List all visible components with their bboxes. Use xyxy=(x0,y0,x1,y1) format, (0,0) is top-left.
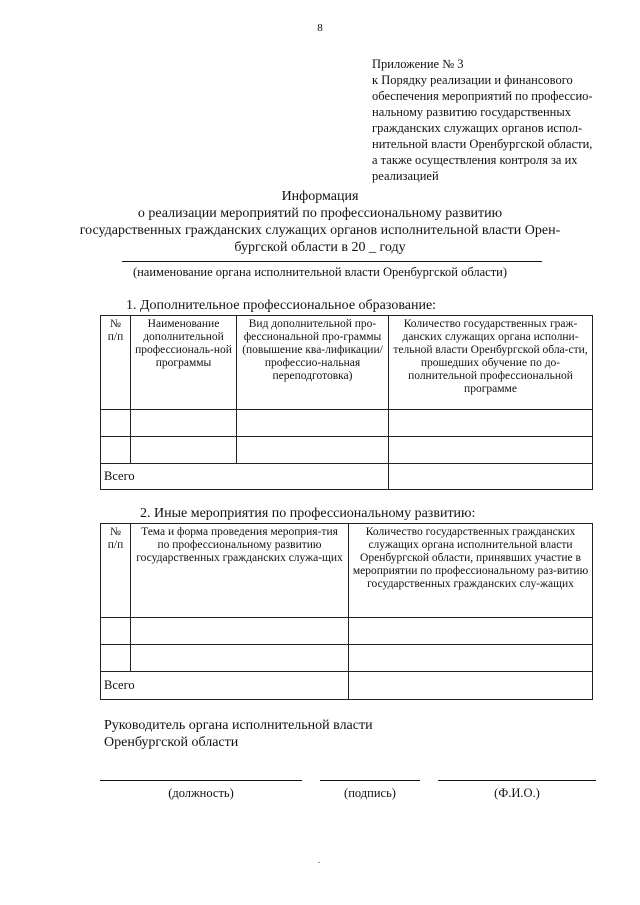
signature-caption: (подпись) xyxy=(344,786,396,800)
table-cell[interactable] xyxy=(131,410,237,437)
total-label: Всего xyxy=(101,672,349,700)
table-cell[interactable] xyxy=(101,645,131,672)
title-line: о реализации мероприятий по профессиональному развитию xyxy=(137,206,503,221)
appendix-line: обеспечения мероприятий по профессио- xyxy=(372,89,593,103)
table-cell[interactable] xyxy=(131,645,349,672)
title-line: бургской области в 20 _ году xyxy=(234,240,406,255)
table-cell[interactable] xyxy=(131,437,237,464)
section1-title: 1. Дополнительное профессиональное образование: xyxy=(126,298,437,313)
table-row xyxy=(101,645,593,672)
signature-field[interactable] xyxy=(320,780,420,781)
table-cell[interactable] xyxy=(131,618,349,645)
education-table xyxy=(100,315,593,490)
table-cell[interactable] xyxy=(101,410,131,437)
table-cell[interactable] xyxy=(237,437,389,464)
appendix-line: а также осуществления контроля за их xyxy=(372,153,578,167)
org-name-field[interactable] xyxy=(122,261,542,262)
table-header-row xyxy=(101,524,593,618)
section2-title: 2. Иные мероприятия по профессиональному развитию: xyxy=(140,506,476,521)
total-row xyxy=(101,672,593,700)
table-header-row xyxy=(101,316,593,410)
table-row xyxy=(101,410,593,437)
table-cell[interactable] xyxy=(389,410,593,437)
table-cell[interactable] xyxy=(101,437,131,464)
total-value-cell[interactable] xyxy=(389,464,593,490)
header-cell-program-type: Вид дополнительной про-фессиональной про-граммы (повышение ква-лификации/профессио-нальная переподготовка) xyxy=(237,316,389,410)
total-value-cell[interactable] xyxy=(349,672,593,700)
appendix-reference xyxy=(372,56,612,184)
table-cell[interactable] xyxy=(237,410,389,437)
header-cell-participants: Количество государственных гражданских служащих органа исполнительной власти Оренбургской области, принявших участие в мероприятии по профессиональному раз-витию государственных гражданских слу-жащих xyxy=(349,524,593,618)
signer-line: Руководитель органа исполнительной власти xyxy=(104,718,373,733)
table-row xyxy=(101,618,593,645)
appendix-line: нительной власти Оренбургской области, xyxy=(372,137,593,151)
appendix-line: Приложение № 3 xyxy=(372,57,464,71)
full-name-caption: (Ф.И.О.) xyxy=(494,786,540,800)
total-label: Всего xyxy=(101,464,389,490)
header-cell-program-name: Наименование дополнительной профессиональ-ной программы xyxy=(131,316,237,410)
position-field[interactable] xyxy=(100,780,302,781)
title-line: Информация xyxy=(281,189,359,204)
header-cell-count: Количество государственных граж-данских служащих органа исполни-тельной власти Оренбургской обла-сти, прошедших обучение по до-полнительной профессиональной программе xyxy=(389,316,593,410)
title-line: государственных гражданских служащих органов исполнительной власти Орен- xyxy=(79,223,561,238)
org-name-caption: (наименование органа исполнительной власти Оренбургской области) xyxy=(132,265,508,279)
table-row xyxy=(101,437,593,464)
signer-line: Оренбургской области xyxy=(104,735,239,750)
events-table xyxy=(100,523,593,700)
appendix-line: гражданских служащих органов испол- xyxy=(372,121,583,135)
table-cell[interactable] xyxy=(389,437,593,464)
total-row xyxy=(101,464,593,490)
header-cell-event-topic: Тема и форма проведения мероприя-тия по профессиональному развитию государственных гражданских служа-щих xyxy=(131,524,349,618)
page-number: 8 xyxy=(317,22,323,34)
table-cell[interactable] xyxy=(101,618,131,645)
header-cell-number: № п/п xyxy=(101,524,131,618)
position-caption: (должность) xyxy=(168,786,234,800)
full-name-field[interactable] xyxy=(438,780,596,781)
page-mark xyxy=(318,862,320,863)
appendix-line: нальному развитию государственных xyxy=(372,105,572,119)
header-cell-number: № п/п xyxy=(101,316,131,410)
appendix-line: реализацией xyxy=(372,169,439,183)
table-cell[interactable] xyxy=(349,618,593,645)
signer-block xyxy=(104,717,373,751)
table-cell[interactable] xyxy=(349,645,593,672)
appendix-line: к Порядку реализации и финансового xyxy=(372,73,573,87)
document-title xyxy=(0,188,640,256)
